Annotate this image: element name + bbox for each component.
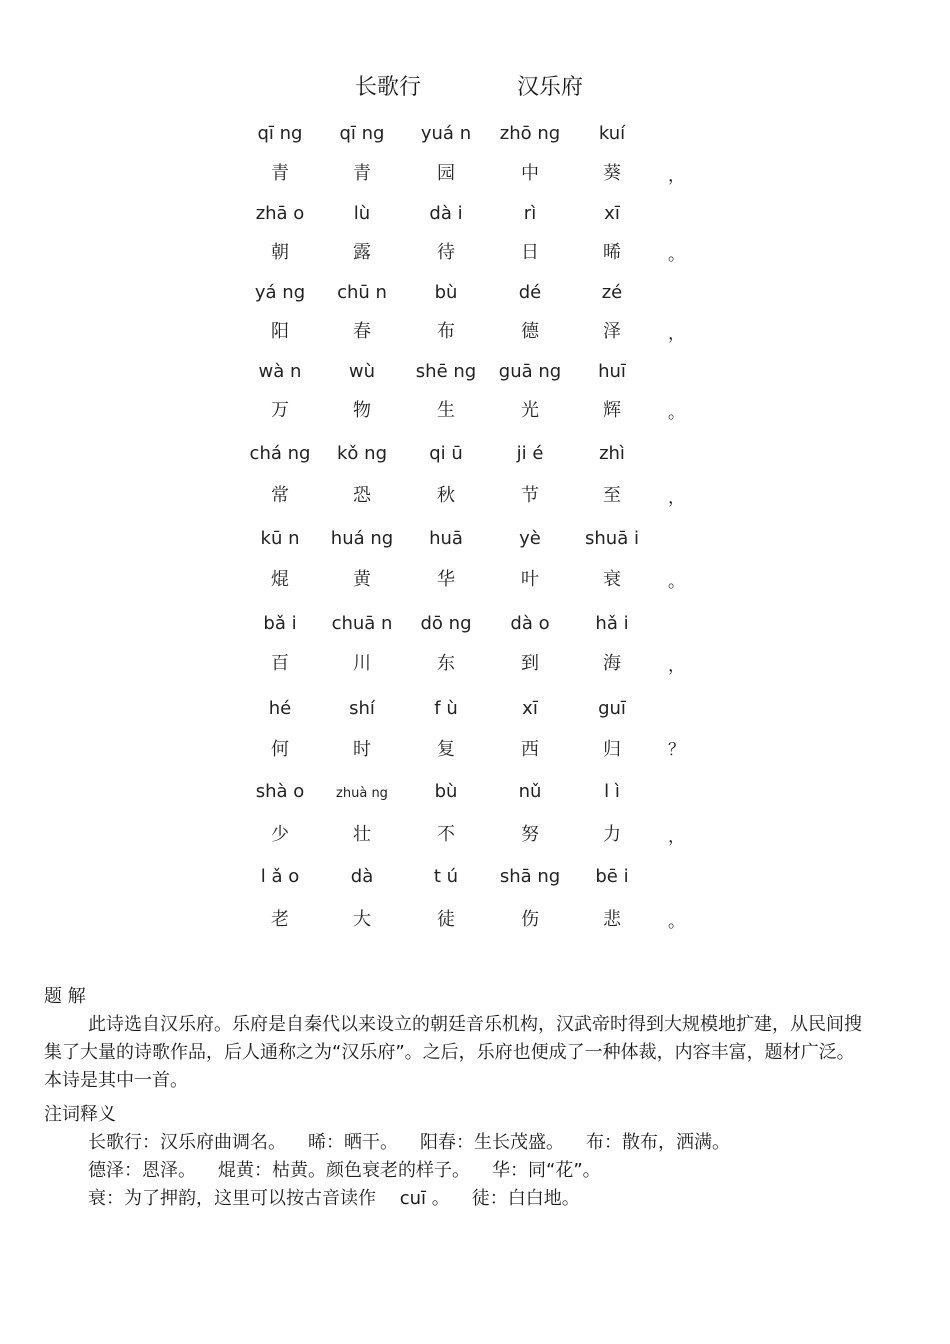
pinyin: t ú <box>433 866 459 887</box>
hanzi: 光 <box>521 400 539 421</box>
pinyin: rì <box>523 203 537 224</box>
pinyin: guā ng <box>498 361 562 382</box>
hanzi: 力 <box>603 824 621 845</box>
note-item: 徒：白白地。 <box>471 1188 580 1209</box>
hanzi: 壮 <box>353 824 371 845</box>
hanzi: 归 <box>603 739 621 760</box>
note-item: 晞：晒干。 <box>308 1132 398 1153</box>
pinyin: l ì <box>604 781 620 802</box>
pinyin: chá ng <box>249 443 311 464</box>
hanzi: 至 <box>603 485 621 506</box>
pinyin: zé <box>601 282 623 303</box>
hanzi: 辉 <box>603 400 621 421</box>
hanzi: 葵 <box>603 163 621 184</box>
pinyin: shuā i <box>585 528 639 549</box>
punctuation: ， <box>668 488 685 508</box>
pinyin: kū n <box>260 528 300 549</box>
hanzi: 大 <box>353 909 371 930</box>
pinyin: dà o <box>510 613 550 634</box>
hanzi: 布 <box>437 321 455 342</box>
punctuation: ？ <box>668 740 685 760</box>
hanzi: 园 <box>437 163 455 184</box>
pinyin: kǒ ng <box>337 443 387 464</box>
explanation-heading: 题 解 <box>44 986 86 1007</box>
pinyin: hé <box>268 698 292 719</box>
hanzi: 老 <box>271 909 289 930</box>
pinyin: shā ng <box>499 866 561 887</box>
notes-section <box>44 983 864 1213</box>
hanzi: 青 <box>353 163 371 184</box>
pinyin: nǔ <box>518 781 542 802</box>
hanzi: 中 <box>521 163 539 184</box>
punctuation: 。 <box>668 245 685 265</box>
note-line <box>44 1185 864 1213</box>
pinyin: yuá n <box>420 123 472 144</box>
hanzi: 时 <box>353 739 371 760</box>
note-item: 布：散布，洒满。 <box>586 1132 730 1153</box>
notes-list <box>44 1129 864 1213</box>
poem-source: 汉乐府 <box>517 75 584 100</box>
punctuation: 。 <box>668 403 685 423</box>
pinyin: kuí <box>598 123 626 144</box>
pinyin: zhō ng <box>499 123 561 144</box>
pinyin: xī <box>522 698 538 719</box>
pinyin: yè <box>519 528 541 549</box>
hanzi: 晞 <box>603 242 621 263</box>
pinyin: l ǎ o <box>260 866 300 887</box>
hanzi: 华 <box>437 569 455 590</box>
punctuation: 。 <box>668 912 685 932</box>
hanzi: 泽 <box>603 321 621 342</box>
pinyin: zhuà ng <box>336 786 388 801</box>
pinyin: bù <box>434 781 458 802</box>
note-item: 阳春：生长茂盛。 <box>420 1132 564 1153</box>
pinyin: wà n <box>258 361 302 382</box>
hanzi: 露 <box>353 242 371 263</box>
hanzi: 生 <box>437 400 455 421</box>
hanzi: 复 <box>437 739 455 760</box>
hanzi: 伤 <box>521 909 539 930</box>
hanzi: 少 <box>271 824 289 845</box>
hanzi: 万 <box>271 400 289 421</box>
hanzi: 西 <box>521 739 539 760</box>
pinyin: f ù <box>434 698 458 719</box>
hanzi: 德 <box>521 321 539 342</box>
pinyin: shí <box>349 698 375 719</box>
hanzi: 努 <box>521 824 539 845</box>
hanzi: 春 <box>353 321 371 342</box>
hanzi: 阳 <box>271 321 289 342</box>
pinyin: qī ng <box>257 123 303 144</box>
pinyin: zhā o <box>255 203 305 224</box>
pinyin: wù <box>348 361 376 382</box>
pinyin: bē i <box>595 866 629 887</box>
hanzi: 悲 <box>603 909 621 930</box>
punctuation: ， <box>668 656 685 676</box>
pinyin: chuā n <box>331 613 393 634</box>
pinyin: huī <box>598 361 626 382</box>
hanzi: 物 <box>353 400 371 421</box>
punctuation: 。 <box>668 572 685 592</box>
hanzi: 海 <box>603 653 621 674</box>
hanzi: 日 <box>521 242 539 263</box>
hanzi: 衰 <box>603 569 621 590</box>
pinyin: bù <box>434 282 458 303</box>
pinyin: bǎ i <box>263 613 297 634</box>
pinyin: qi ū <box>429 443 463 464</box>
note-item: 华：同“花”。 <box>492 1160 601 1181</box>
explanation-text: 此诗选自汉乐府。乐府是自秦代以来设立的朝廷音乐机构，汉武帝时得到大规模地扩建，从民间搜集了大量的诗歌作品，后人通称之为“汉乐府”。之后，乐府也便成了一种体裁，内容丰富，题材广泛。本诗是其中一首。 <box>44 1014 862 1091</box>
pinyin: guī <box>598 698 626 719</box>
hanzi: 秋 <box>437 485 455 506</box>
pinyin: dō ng <box>420 613 472 634</box>
hanzi: 常 <box>271 485 289 506</box>
pinyin: yá ng <box>254 282 306 303</box>
hanzi: 何 <box>271 739 289 760</box>
note-item: 焜黄：枯黄。颜色衰老的样子。 <box>218 1160 470 1181</box>
hanzi: 叶 <box>521 569 539 590</box>
hanzi: 节 <box>521 485 539 506</box>
hanzi: 朝 <box>271 242 289 263</box>
pinyin: huā <box>429 528 463 549</box>
pinyin: shē ng <box>415 361 477 382</box>
punctuation: ， <box>668 324 685 344</box>
pinyin: lù <box>353 203 371 224</box>
hanzi: 恐 <box>353 485 371 506</box>
pinyin: hǎ i <box>595 613 629 634</box>
hanzi: 徒 <box>437 909 455 930</box>
note-item: 德泽：恩泽。 <box>88 1160 196 1181</box>
pinyin: huá ng <box>330 528 394 549</box>
pinyin: qī ng <box>339 123 385 144</box>
pinyin: dà <box>350 866 374 887</box>
note-line <box>44 1157 864 1185</box>
pinyin: dé <box>518 282 542 303</box>
note-item: 长歌行：汉乐府曲调名。 <box>88 1132 286 1153</box>
hanzi: 川 <box>353 653 371 674</box>
pinyin: dà i <box>429 203 463 224</box>
pinyin: shà o <box>255 781 305 802</box>
punctuation: ， <box>668 166 685 186</box>
pinyin: chū n <box>337 282 387 303</box>
pinyin: zhì <box>599 443 625 464</box>
punctuation: ， <box>668 827 685 847</box>
pinyin: xī <box>604 203 620 224</box>
hanzi: 百 <box>271 653 289 674</box>
hanzi: 东 <box>437 653 455 674</box>
poem-title: 长歌行 <box>355 75 422 100</box>
hanzi: 待 <box>437 242 455 263</box>
hanzi: 黄 <box>353 569 371 590</box>
hanzi: 青 <box>271 163 289 184</box>
note-item: 衰：为了押韵，这里可以按古音读作 cuī 。 <box>88 1188 450 1209</box>
note-line <box>44 1129 864 1157</box>
hanzi: 到 <box>521 653 539 674</box>
hanzi: 焜 <box>271 569 289 590</box>
notes-heading: 注词释义 <box>44 1104 116 1125</box>
pinyin: ji é <box>516 443 544 464</box>
hanzi: 不 <box>437 824 455 845</box>
